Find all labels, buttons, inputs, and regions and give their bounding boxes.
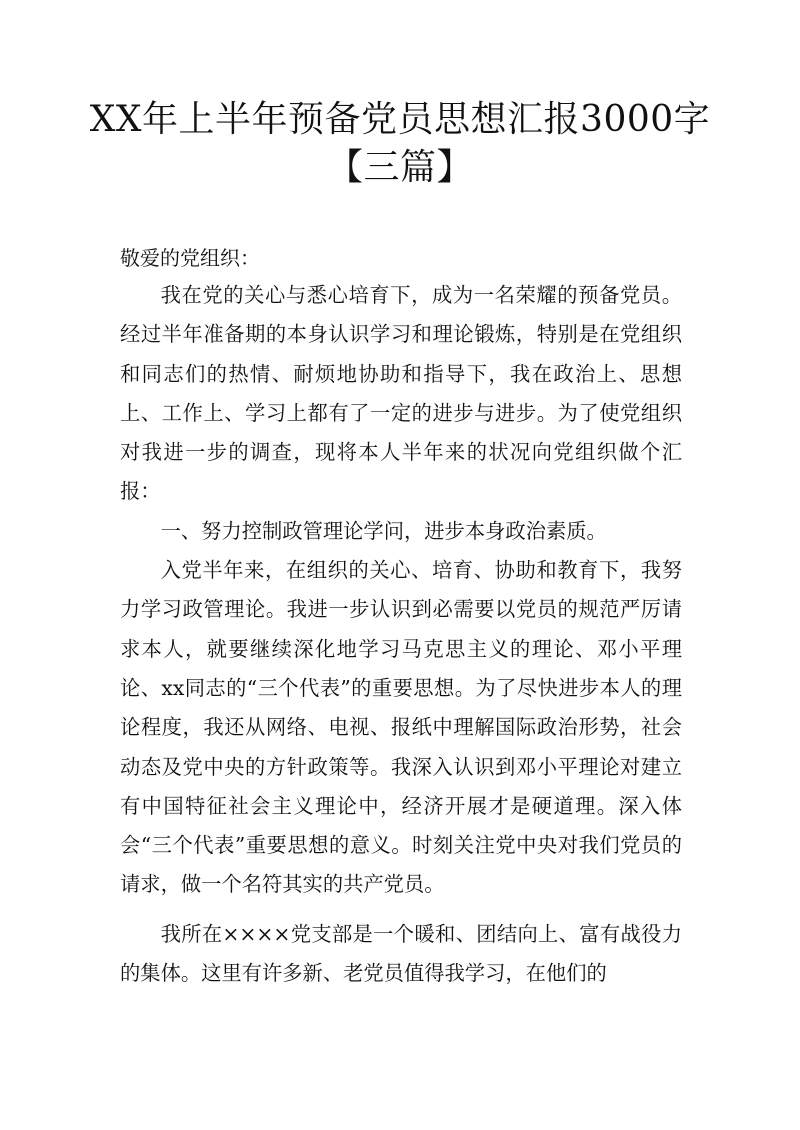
paragraph-theory-study: 入党半年来，在组织的关心、培育、协助和教育下，我努力学习政管理论。我进一步认识到必需要以党员的规范严厉请求本人，就要继续深化地学习马克思主义的理论、邓小平理论、xx同志的“三个代表”的重要思想。为了尽快进步本人的理论程度，我还从网络、电视、报纸中理解国际政治形势，社会动态及党中央的方针政策等。我深入认识到邓小平理论对建立有中国特征社会主义理论中，经济开展才是硬道理。深入体会“三个代表”重要思想的意义。时刻关注党中央对我们党员的请求，做一个名符其实的共产党员。 [120,558,682,897]
paragraph-party-branch: 我所在××××党支部是一个暖和、团结向上、富有战役力的集体。这里有许多新、老党员值得我学习，在他们的 [120,921,682,986]
document-title-line1: XX年上半年预备党员思想汇报3000字 [89,99,711,140]
document-body [120,276,682,993]
document-title-line2: 【三篇】 [326,147,473,188]
salutation: 敬爱的党组织： [120,246,260,270]
paragraph-intro: 我在党的关心与悉心培育下，成为一名荣耀的预备党员。经过半年准备期的本身认识学习和理论锻炼，特别是在党组织和同志们的热情、耐烦地协助和指导下，我在政治上、思想上、工作上、学习上都有了一定的进步与进步。为了使党组织对我进一步的调查，现将本人半年来的状况向党组织做个汇报： [120,283,682,504]
section-heading-1: 一、努力控制政管理论学问，进步本身政治素质。 [160,518,607,543]
